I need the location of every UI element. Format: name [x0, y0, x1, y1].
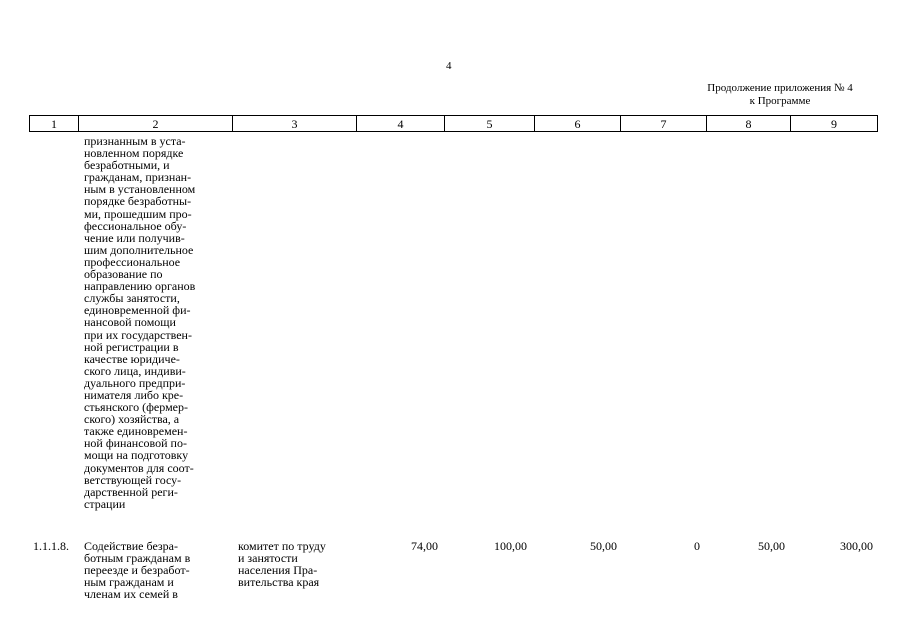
row-col-4-value: 74,00 [411, 539, 438, 553]
row-col-8-value: 50,00 [758, 539, 785, 553]
row-description: Содействие безра- ботным гражданам в переезде и безработ- ным гражданам и членам их семей в [84, 539, 191, 602]
continuation-line-2: к Программе [749, 95, 811, 107]
continued-row-description: признанным в уста- новленном порядке безработными, и гражданам, признан- ным в установленном порядке безработны- ми, прошедшим про- фессиональное обу- чение или получив- шим дополнительное профессиональное образование по направлению органов службы занятости, единовременной фи- нансовой помощи при их государствен- ной регистрации в качестве юридиче- ского лица, индиви- дуального предпри- нимателя либо кре- стьянского (фермер- ского) хозяйства, а также единовремен- ной финансовой по- мощи на подготовку документов для соот- ветствующей госу- дарственной реги- страции [84, 134, 196, 511]
header-col-8: 8 [707, 116, 791, 132]
header-col-6: 6 [535, 116, 621, 132]
header-col-4: 4 [357, 116, 445, 132]
row-col-5-value: 100,00 [494, 539, 527, 553]
row-col-9-value: 300,00 [840, 539, 873, 553]
header-col-2: 2 [79, 116, 233, 132]
continuation-line-1: Продолжение приложения № 4 [707, 82, 853, 94]
row-col-6-value: 50,00 [590, 539, 617, 553]
header-col-7: 7 [621, 116, 707, 132]
row-executor: комитет по труду и занятости населения Пра- вительства края [238, 539, 326, 590]
column-number-header [29, 115, 878, 132]
header-col-9: 9 [791, 116, 878, 132]
row-number: 1.1.1.8. [33, 539, 69, 553]
header-col-1: 1 [30, 116, 79, 132]
header-col-5: 5 [445, 116, 535, 132]
page-number: 4 [446, 60, 452, 72]
continuation-note [690, 82, 870, 108]
header-col-3: 3 [233, 116, 357, 132]
row-col-7-value: 0 [694, 539, 700, 553]
